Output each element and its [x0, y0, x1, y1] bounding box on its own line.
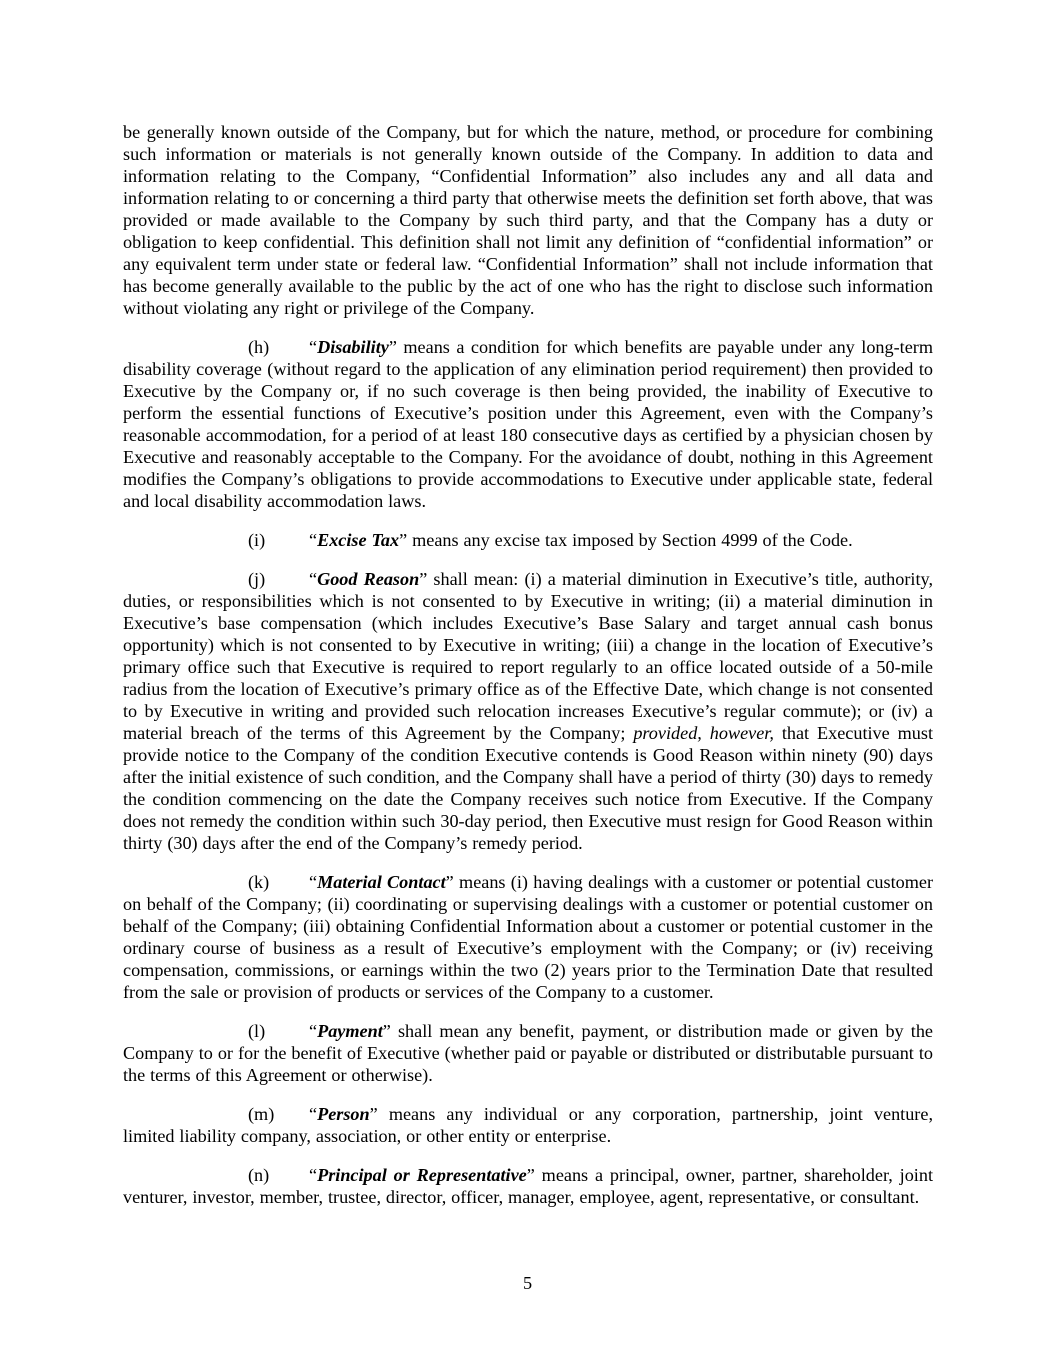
list-marker: (i)	[248, 530, 266, 550]
text-run: “	[309, 1165, 318, 1185]
text-run: be generally known outside of the Company, but for which the nature, method, or procedure for combining such information or materials is not generally known outside of the Company. In addition to data and information relating to the Company, “Confidential Information” also includes any and all data and information relating to or concerning a third party that otherwise meets the definition set forth above, that was provided or made available to the Company by such third party, and that the Company has a duty or obligation to keep confidential. This definition shall not limit any definition of “confidential information” or any equivalent term under state or federal law. “Confidential Information” shall not include information that has become generally available to the public by the act of one who has the right to disclose such information without violating any right or privilege of the Company.	[123, 122, 933, 318]
defined-term: Excise Tax	[317, 530, 400, 550]
text-run: ” means any excise tax imposed by Section 4999 of the Code.	[399, 530, 853, 550]
list-marker: (n)	[248, 1165, 270, 1185]
list-marker: (m)	[248, 1104, 275, 1124]
text-run: “	[309, 337, 318, 357]
text-run: “	[309, 872, 318, 892]
definition-paragraph-k	[123, 871, 933, 1003]
list-marker: (j)	[248, 569, 266, 589]
definition-paragraph-l	[123, 1020, 933, 1086]
definition-paragraph-j	[123, 568, 933, 854]
text-run: that Executive must provide notice to the Company of the condition Executive contends is Good Reason within ninety (90) days after the initial existence of such condition, and the Company shall have a period of thirty (30) days to remedy the condition commencing on the date the Company receives such notice from Executive. If the Company does not remedy the condition within such 30-day period, then Executive must resign for Good Reason within thirty (30) days after the end of the Company’s remedy period.	[123, 723, 934, 853]
defined-term: Payment	[317, 1021, 383, 1041]
defined-term: Principal or Representative	[317, 1165, 527, 1185]
definition-paragraph-i	[123, 529, 933, 551]
text-run: “	[309, 569, 318, 589]
text-run: ” means any individual or any corporation, partnership, joint venture, limited liability company, association, or other entity or enterprise.	[123, 1104, 933, 1146]
body-paragraph	[123, 121, 933, 319]
text-run: “	[309, 1104, 318, 1124]
page-number: 5	[522, 1273, 533, 1293]
definition-paragraph-m	[123, 1103, 933, 1147]
list-marker: (l)	[248, 1021, 266, 1041]
definition-paragraph-n	[123, 1164, 933, 1208]
document-body	[123, 121, 933, 1225]
text-run: ” means a principal, owner, partner, shareholder, joint venturer, investor, member, trustee, director, officer, manager, employee, agent, representative, or consultant.	[123, 1165, 934, 1207]
definition-paragraph-h	[123, 336, 933, 512]
list-marker: (h)	[248, 337, 270, 357]
defined-term: Disability	[317, 337, 389, 357]
list-marker: (k)	[248, 872, 270, 892]
text-run: provided, however,	[633, 723, 774, 743]
defined-term: Material Contact	[317, 872, 446, 892]
text-run: “	[309, 1021, 318, 1041]
text-run: ” means a condition for which benefits are payable under any long-term disability coverage (without regard to the application of any elimination period requirement) then provided to Executive by the Company or, if no such coverage is then being provided, the inability of Executive to perform the essential functions of Executive’s position under this Agreement, even with the Company’s reasonable accommodation, for a period of at least 180 consecutive days as certified by a physician chosen by Executive and reasonably acceptable to the Company. For the avoidance of doubt, nothing in this Agreement modifies the Company’s obligations to provide accommodations to Executive under applicable state, federal and local disability accommodation laws.	[123, 337, 933, 511]
defined-term: Person	[317, 1104, 370, 1124]
text-run: ” shall mean any benefit, payment, or distribution made or given by the Company to or for the benefit of Executive (whether paid or payable or distributed or distributable pursuant to the terms of this Agreement or otherwise).	[123, 1021, 933, 1085]
text-run: ” shall mean: (i) a material diminution in Executive’s title, authority, duties, or responsibilities which is not consented to by Executive in writing; (ii) a material diminution in Executive’s base compensation (which includes Executive’s Base Salary and target annual cash bonus opportunity) which is not consented to by Executive in writing; (iii) a change in the location of Executive’s primary office such that Executive is required to report regularly to an office located outside of a 50-mile radius from the location of Executive’s primary office as of the Effective Date, which change is not consented to by Executive in writing and provided such relocation increases Executive’s regular commute); or (iv) a material breach of the terms of this Agreement by the Company;	[123, 569, 933, 743]
defined-term: Good Reason	[317, 569, 420, 589]
text-run: ” means (i) having dealings with a customer or potential customer on behalf of the Company; (ii) coordinating or supervising dealings with a customer or potential customer on behalf of the Company; (iii) obtaining Confidential Information about a customer or potential customer in the ordinary course of business as a result of Executive’s employment with the Company; or (iv) receiving compensation, commissions, or earnings within the two (2) years prior to the Termination Date that resulted from the sale or provision of products or services of the Company to a customer.	[123, 872, 934, 1002]
text-run: “	[309, 530, 318, 550]
